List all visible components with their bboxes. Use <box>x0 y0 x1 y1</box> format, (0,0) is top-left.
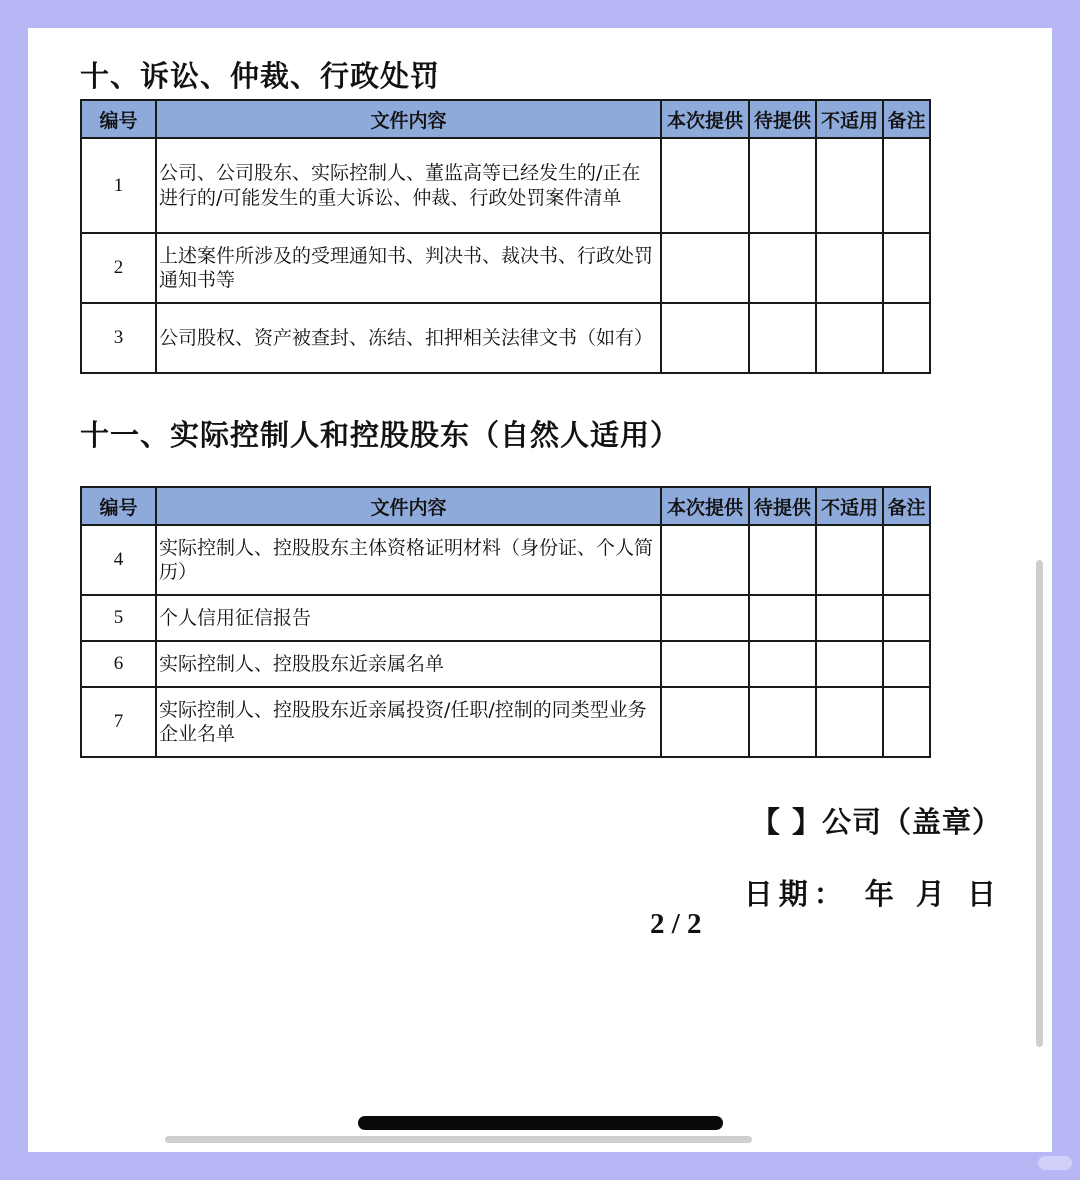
company-stamp-line: 【 】公司（盖章） <box>750 805 1002 839</box>
cell-remarks[interactable] <box>883 525 930 595</box>
header-pending: 待提供 <box>749 487 816 525</box>
header-content: 文件内容 <box>156 487 661 525</box>
table-row <box>81 138 930 233</box>
cell-pending[interactable] <box>749 525 816 595</box>
cell-remarks[interactable] <box>883 138 930 233</box>
row-number: 3 <box>81 303 156 373</box>
cell-remarks[interactable] <box>883 233 930 303</box>
table-header-row <box>81 487 930 525</box>
row-content: 实际控制人、控股股东近亲属名单 <box>156 641 661 687</box>
table-header-row <box>81 100 930 138</box>
vertical-scrollbar[interactable] <box>1036 560 1043 1047</box>
row-content: 个人信用征信报告 <box>156 595 661 641</box>
row-content: 实际控制人、控股股东近亲属投资/任职/控制的同类型业务企业名单 <box>156 687 661 757</box>
section-11-table <box>80 486 931 758</box>
header-remarks: 备注 <box>883 487 930 525</box>
row-content: 公司股权、资产被查封、冻结、扣押相关法律文书（如有） <box>156 303 661 373</box>
cell-not-applicable[interactable] <box>816 595 883 641</box>
cell-remarks[interactable] <box>883 687 930 757</box>
row-number: 1 <box>81 138 156 233</box>
row-number: 6 <box>81 641 156 687</box>
cell-remarks[interactable] <box>883 641 930 687</box>
cell-remarks[interactable] <box>883 303 930 373</box>
section-10-title: 十、诉讼、仲裁、行政处罚 <box>80 59 441 93</box>
cell-not-applicable[interactable] <box>816 687 883 757</box>
row-number: 7 <box>81 687 156 757</box>
cell-provided[interactable] <box>661 687 749 757</box>
table-row <box>81 525 930 595</box>
cell-pending[interactable] <box>749 595 816 641</box>
header-number: 编号 <box>81 100 156 138</box>
row-content: 上述案件所涉及的受理通知书、判决书、裁决书、行政处罚通知书等 <box>156 233 661 303</box>
header-remarks: 备注 <box>883 100 930 138</box>
header-provided: 本次提供 <box>661 100 749 138</box>
row-content: 公司、公司股东、实际控制人、董监高等已经发生的/正在进行的/可能发生的重大诉讼、仲裁、行政处罚案件清单 <box>156 138 661 233</box>
table-row <box>81 641 930 687</box>
cell-not-applicable[interactable] <box>816 233 883 303</box>
row-number: 4 <box>81 525 156 595</box>
cell-pending[interactable] <box>749 233 816 303</box>
header-content: 文件内容 <box>156 100 661 138</box>
row-content: 实际控制人、控股股东主体资格证明材料（身份证、个人简历） <box>156 525 661 595</box>
cell-not-applicable[interactable] <box>816 641 883 687</box>
date-line: 日期： 年 月 日 <box>743 877 1002 911</box>
section-10-table <box>80 99 931 374</box>
cell-not-applicable[interactable] <box>816 303 883 373</box>
horizontal-scrollbar[interactable] <box>165 1136 752 1143</box>
table-row <box>81 303 930 373</box>
header-pending: 待提供 <box>749 100 816 138</box>
watermark-badge <box>1038 1156 1072 1170</box>
cell-not-applicable[interactable] <box>816 525 883 595</box>
cell-not-applicable[interactable] <box>816 138 883 233</box>
cell-provided[interactable] <box>661 233 749 303</box>
cell-pending[interactable] <box>749 687 816 757</box>
table-row <box>81 687 930 757</box>
cell-provided[interactable] <box>661 303 749 373</box>
header-not-applicable: 不适用 <box>816 487 883 525</box>
cell-provided[interactable] <box>661 525 749 595</box>
header-number: 编号 <box>81 487 156 525</box>
page-number: 2 / 2 <box>650 908 702 940</box>
home-indicator[interactable] <box>358 1116 723 1130</box>
header-provided: 本次提供 <box>661 487 749 525</box>
row-number: 5 <box>81 595 156 641</box>
cell-provided[interactable] <box>661 138 749 233</box>
table-row <box>81 233 930 303</box>
table-row <box>81 595 930 641</box>
cell-remarks[interactable] <box>883 595 930 641</box>
section-11-title: 十一、实际控制人和控股股东（自然人适用） <box>80 418 681 452</box>
cell-pending[interactable] <box>749 641 816 687</box>
cell-pending[interactable] <box>749 303 816 373</box>
cell-provided[interactable] <box>661 641 749 687</box>
header-not-applicable: 不适用 <box>816 100 883 138</box>
cell-pending[interactable] <box>749 138 816 233</box>
row-number: 2 <box>81 233 156 303</box>
cell-provided[interactable] <box>661 595 749 641</box>
document-page <box>28 28 1052 1152</box>
